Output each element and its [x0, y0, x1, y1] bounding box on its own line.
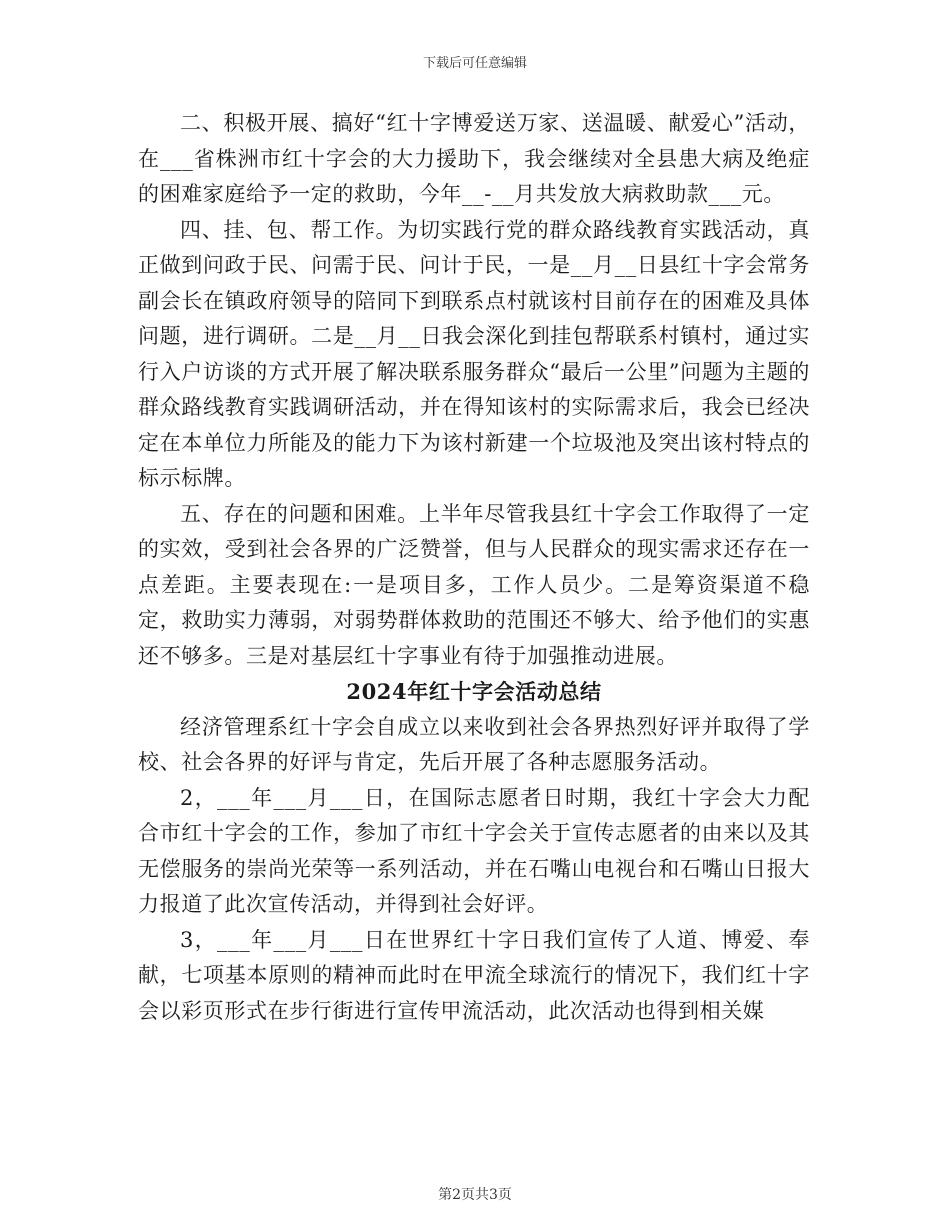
paragraph-activity-two: 二、积极开展、搞好“红十字博爱送万家、送温暖、献爱心”活动，在___省株洲市红十字会的大力援助下，我会继续对全县患大病及绝症的困难家庭给予一定的救助，今年__-__月共发放大病救助款___元。 — [138, 111, 810, 206]
paragraph-intro: 经济管理系红十字会自成立以来收到社会各界热烈好评并取得了学校、社会各界的好评与肯定，先后开展了各种志愿服务活动。 — [138, 714, 810, 774]
document-body — [138, 106, 810, 1029]
paragraph-item-3: 3，___年___月___日在世界红十字日我们宣传了人道、博爱、奉献，七项基本原则的精神而此时在甲流全球流行的情况下，我们红十字会以彩页形式在步行街进行宣传甲流活动，此次活动也得到相关媒 — [138, 927, 810, 1023]
page-footer: 第2页共3页 — [438, 1187, 512, 1203]
section-title: 2024年红十字会活动总结 — [346, 679, 602, 704]
paragraph-item-2: 2，___年___月___日，在国际志愿者日时期，我红十字会大力配合市红十字会的工作，参加了市红十字会关于宣传志愿者的由来以及其无偿服务的崇尚光荣等一系列活动，并在石嘴山电视台和石嘴山日报大力报道了此次宣传活动，并得到社会好评。 — [138, 785, 810, 916]
paragraph-section-five: 五、存在的问题和困难。上半年尽管我县红十字会工作取得了一定的实效，受到社会各界的广泛赞誉，但与人民群众的现实需求还存在一点差距。主要表现在:一是项目多，工作人员少。二是筹资渠道不稳定，救助实力薄弱，对弱势群体救助的范围还不够大、给予他们的实惠还不够多。三是对基层红十字事业有待于加强推动进展。 — [138, 501, 810, 668]
paragraph-section-four: 四、挂、包、帮工作。为切实践行党的群众路线教育实践活动，真正做到问政于民、问需于民、问计于民，一是__月__日县红十字会常务副会长在镇政府领导的陪同下到联系点村就该村目前存在的困难及具体问题，进行调研。二是__月__日我会深化到挂包帮联系村镇村，通过实行入户访谈的方式开展了解决联系服务群众“最后一公里”问题为主题的群众路线教育实践调研活动，并在得知该村的实际需求后，我会已经决定在本单位力所能及的能力下为该村新建一个垃圾池及突出该村特点的标示标牌。 — [138, 217, 810, 490]
page-header: 下载后可任意编辑 — [422, 56, 527, 71]
